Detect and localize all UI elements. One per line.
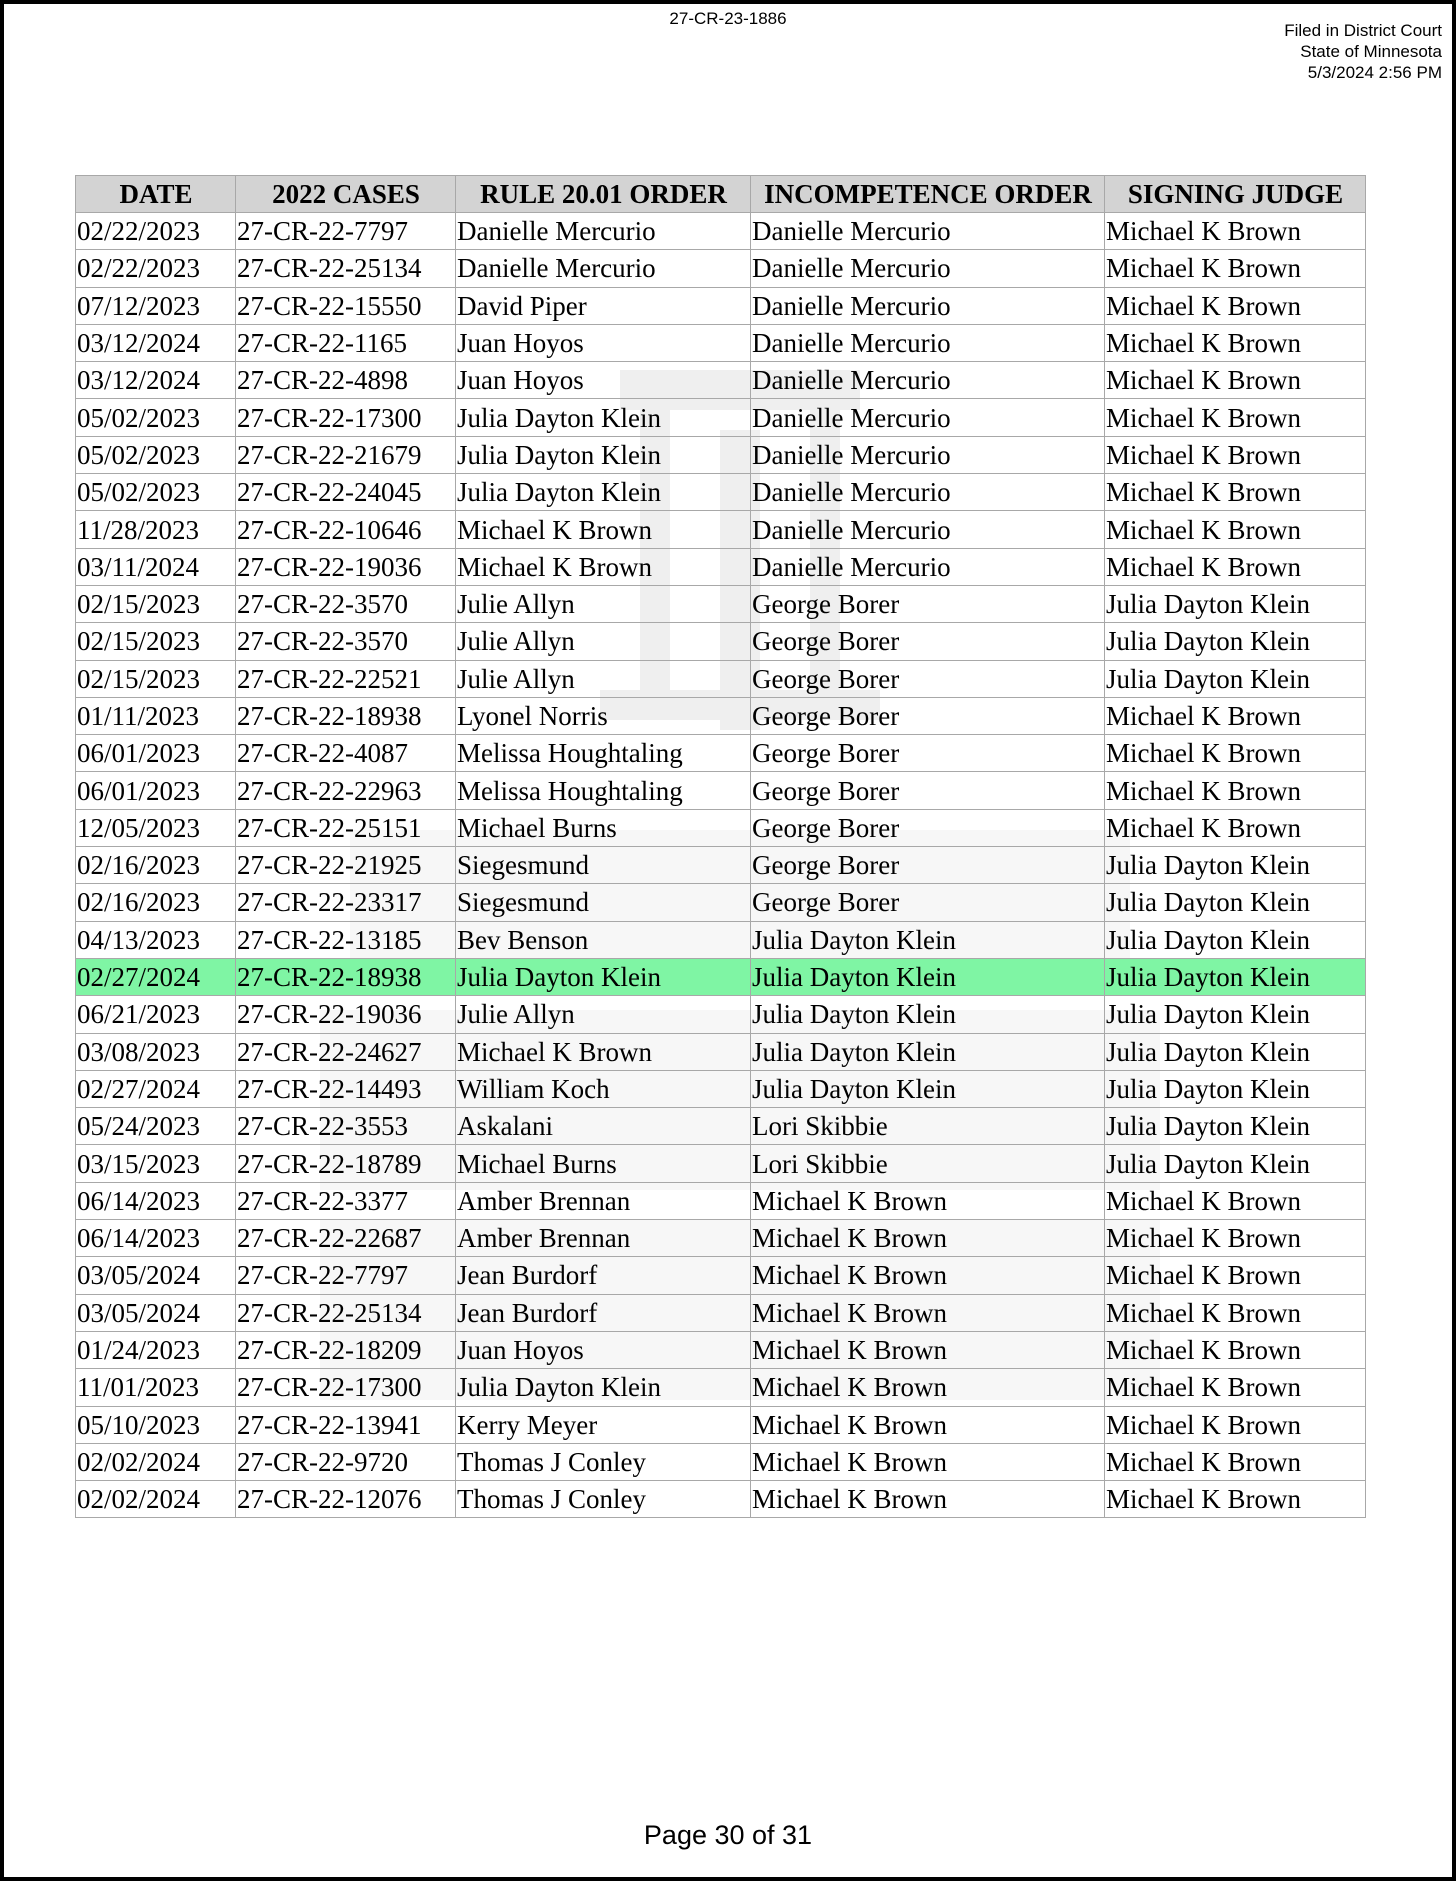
- date-cell: 12/05/2023: [76, 809, 236, 846]
- signing-judge-cell: Michael K Brown: [1105, 1331, 1366, 1368]
- incompetence-cell: Danielle Mercurio: [751, 548, 1105, 585]
- table-row: [76, 847, 1366, 884]
- incompetence-cell: Michael K Brown: [751, 1481, 1105, 1518]
- incompetence-cell: Julia Dayton Klein: [751, 1033, 1105, 1070]
- case-cell: 27-CR-22-18938: [236, 697, 456, 734]
- incompetence-cell: Danielle Mercurio: [751, 474, 1105, 511]
- case-number: 27-CR-23-1886: [669, 9, 787, 28]
- rule-20-01-cell: Danielle Mercurio: [456, 250, 751, 287]
- case-cell: 27-CR-22-9720: [236, 1443, 456, 1480]
- rule-20-01-cell: Melissa Houghtaling: [456, 735, 751, 772]
- column-header-incompetence-order: INCOMPETENCE ORDER: [751, 176, 1105, 213]
- signing-judge-cell: Julia Dayton Klein: [1105, 996, 1366, 1033]
- case-cell: 27-CR-22-3570: [236, 585, 456, 622]
- incompetence-cell: Danielle Mercurio: [751, 511, 1105, 548]
- incompetence-cell: George Borer: [751, 772, 1105, 809]
- incompetence-cell: Danielle Mercurio: [751, 399, 1105, 436]
- date-cell: 06/01/2023: [76, 735, 236, 772]
- signing-judge-cell: Julia Dayton Klein: [1105, 1070, 1366, 1107]
- case-cell: 27-CR-22-4087: [236, 735, 456, 772]
- column-header-signing-judge: SIGNING JUDGE: [1105, 176, 1366, 213]
- signing-judge-cell: Michael K Brown: [1105, 1294, 1366, 1331]
- signing-judge-cell: Julia Dayton Klein: [1105, 847, 1366, 884]
- rule-20-01-cell: Juan Hoyos: [456, 362, 751, 399]
- date-cell: 03/12/2024: [76, 362, 236, 399]
- date-cell: 05/10/2023: [76, 1406, 236, 1443]
- date-cell: 05/02/2023: [76, 399, 236, 436]
- case-cell: 27-CR-22-23317: [236, 884, 456, 921]
- table-row: [76, 735, 1366, 772]
- incompetence-cell: Julia Dayton Klein: [751, 996, 1105, 1033]
- table-row: [76, 1331, 1366, 1368]
- incompetence-cell: Michael K Brown: [751, 1257, 1105, 1294]
- filing-stamp-line: Filed in District Court: [1284, 21, 1442, 40]
- date-cell: 05/24/2023: [76, 1108, 236, 1145]
- incompetence-cell: George Borer: [751, 697, 1105, 734]
- incompetence-cell: George Borer: [751, 585, 1105, 622]
- incompetence-cell: George Borer: [751, 660, 1105, 697]
- case-cell: 27-CR-22-3553: [236, 1108, 456, 1145]
- date-cell: 03/15/2023: [76, 1145, 236, 1182]
- rule-20-01-cell: Julie Allyn: [456, 996, 751, 1033]
- incompetence-cell: George Borer: [751, 735, 1105, 772]
- table-row: [76, 772, 1366, 809]
- case-cell: 27-CR-22-18209: [236, 1331, 456, 1368]
- case-cell: 27-CR-22-21679: [236, 436, 456, 473]
- table-row: [76, 660, 1366, 697]
- signing-judge-cell: Michael K Brown: [1105, 324, 1366, 361]
- filing-stamp: [1284, 20, 1442, 83]
- date-cell: 03/05/2024: [76, 1294, 236, 1331]
- column-header-rule-20-01-order: RULE 20.01 ORDER: [456, 176, 751, 213]
- table-row: [76, 623, 1366, 660]
- rule-20-01-cell: Bev Benson: [456, 921, 751, 958]
- case-cell: 27-CR-22-1165: [236, 324, 456, 361]
- date-cell: 06/21/2023: [76, 996, 236, 1033]
- rule-20-01-cell: Askalani: [456, 1108, 751, 1145]
- rule-20-01-cell: Michael K Brown: [456, 511, 751, 548]
- table-row: [76, 1145, 1366, 1182]
- incompetence-cell: Michael K Brown: [751, 1443, 1105, 1480]
- rule-20-01-cell: Michael Burns: [456, 1145, 751, 1182]
- incompetence-cell: Danielle Mercurio: [751, 324, 1105, 361]
- incompetence-cell: Danielle Mercurio: [751, 287, 1105, 324]
- table-row: [76, 399, 1366, 436]
- table-row: [76, 287, 1366, 324]
- signing-judge-cell: Michael K Brown: [1105, 1369, 1366, 1406]
- date-cell: 05/02/2023: [76, 436, 236, 473]
- table-row: [76, 548, 1366, 585]
- incompetence-cell: Lori Skibbie: [751, 1108, 1105, 1145]
- incompetence-cell: Julia Dayton Klein: [751, 921, 1105, 958]
- signing-judge-cell: Michael K Brown: [1105, 1406, 1366, 1443]
- rule-20-01-cell: Julie Allyn: [456, 660, 751, 697]
- table-row: [76, 1182, 1366, 1219]
- rule-20-01-cell: Julie Allyn: [456, 623, 751, 660]
- rule-20-01-cell: Jean Burdorf: [456, 1257, 751, 1294]
- table-row: [76, 921, 1366, 958]
- date-cell: 02/27/2024: [76, 958, 236, 995]
- date-cell: 01/24/2023: [76, 1331, 236, 1368]
- case-cell: 27-CR-22-17300: [236, 399, 456, 436]
- case-cell: 27-CR-22-3570: [236, 623, 456, 660]
- date-cell: 02/16/2023: [76, 847, 236, 884]
- table-row: [76, 436, 1366, 473]
- date-cell: 02/15/2023: [76, 623, 236, 660]
- incompetence-cell: George Borer: [751, 847, 1105, 884]
- signing-judge-cell: Michael K Brown: [1105, 735, 1366, 772]
- rule-20-01-cell: Thomas J Conley: [456, 1443, 751, 1480]
- rule-20-01-cell: Julia Dayton Klein: [456, 399, 751, 436]
- date-cell: 07/12/2023: [76, 287, 236, 324]
- date-cell: 02/16/2023: [76, 884, 236, 921]
- date-cell: 04/13/2023: [76, 921, 236, 958]
- incompetence-cell: Danielle Mercurio: [751, 250, 1105, 287]
- table-row: [76, 1443, 1366, 1480]
- signing-judge-cell: Michael K Brown: [1105, 436, 1366, 473]
- date-cell: 01/11/2023: [76, 697, 236, 734]
- case-cell: 27-CR-22-22521: [236, 660, 456, 697]
- signing-judge-cell: Julia Dayton Klein: [1105, 958, 1366, 995]
- rule-20-01-cell: Julia Dayton Klein: [456, 1369, 751, 1406]
- rule-20-01-cell: Siegesmund: [456, 847, 751, 884]
- signing-judge-cell: Julia Dayton Klein: [1105, 585, 1366, 622]
- case-cell: 27-CR-22-18938: [236, 958, 456, 995]
- date-cell: 11/01/2023: [76, 1369, 236, 1406]
- rule-20-01-cell: Kerry Meyer: [456, 1406, 751, 1443]
- signing-judge-cell: Michael K Brown: [1105, 1481, 1366, 1518]
- date-cell: 06/01/2023: [76, 772, 236, 809]
- table-row: [76, 1033, 1366, 1070]
- signing-judge-cell: Julia Dayton Klein: [1105, 921, 1366, 958]
- incompetence-cell: Michael K Brown: [751, 1182, 1105, 1219]
- incompetence-cell: Danielle Mercurio: [751, 213, 1105, 250]
- table-row: [76, 585, 1366, 622]
- signing-judge-cell: Michael K Brown: [1105, 1220, 1366, 1257]
- rule-20-01-cell: Julia Dayton Klein: [456, 436, 751, 473]
- case-cell: 27-CR-22-24627: [236, 1033, 456, 1070]
- date-cell: 02/15/2023: [76, 660, 236, 697]
- rule-20-01-cell: William Koch: [456, 1070, 751, 1107]
- table-row: [76, 1070, 1366, 1107]
- table-row: [76, 996, 1366, 1033]
- date-cell: 03/11/2024: [76, 548, 236, 585]
- date-cell: 02/02/2024: [76, 1481, 236, 1518]
- rule-20-01-cell: Amber Brennan: [456, 1220, 751, 1257]
- incompetence-cell: George Borer: [751, 884, 1105, 921]
- table-row: [76, 697, 1366, 734]
- column-header-cases: 2022 CASES: [236, 176, 456, 213]
- case-cell: 27-CR-22-13941: [236, 1406, 456, 1443]
- incompetence-cell: Michael K Brown: [751, 1294, 1105, 1331]
- case-cell: 27-CR-22-3377: [236, 1182, 456, 1219]
- case-cell: 27-CR-22-7797: [236, 1257, 456, 1294]
- date-cell: 02/22/2023: [76, 213, 236, 250]
- signing-judge-cell: Michael K Brown: [1105, 287, 1366, 324]
- signing-judge-cell: Michael K Brown: [1105, 809, 1366, 846]
- table-row: [76, 1481, 1366, 1518]
- rule-20-01-cell: Michael K Brown: [456, 548, 751, 585]
- date-cell: 02/02/2024: [76, 1443, 236, 1480]
- table-header-row: [76, 176, 1366, 213]
- signing-judge-cell: Michael K Brown: [1105, 1443, 1366, 1480]
- page-number: Page 30 of 31: [643, 1820, 813, 1850]
- incompetence-cell: Michael K Brown: [751, 1331, 1105, 1368]
- case-cell: 27-CR-22-4898: [236, 362, 456, 399]
- signing-judge-cell: Michael K Brown: [1105, 697, 1366, 734]
- signing-judge-cell: Michael K Brown: [1105, 474, 1366, 511]
- case-cell: 27-CR-22-21925: [236, 847, 456, 884]
- date-cell: 05/02/2023: [76, 474, 236, 511]
- date-cell: 02/22/2023: [76, 250, 236, 287]
- table-row: [76, 362, 1366, 399]
- rule-20-01-cell: Juan Hoyos: [456, 324, 751, 361]
- signing-judge-cell: Julia Dayton Klein: [1105, 1145, 1366, 1182]
- case-cell: 27-CR-22-12076: [236, 1481, 456, 1518]
- case-cell: 27-CR-22-25134: [236, 250, 456, 287]
- case-cell: 27-CR-22-10646: [236, 511, 456, 548]
- table-row: [76, 1108, 1366, 1145]
- case-cell: 27-CR-22-25134: [236, 1294, 456, 1331]
- rule-20-01-cell: David Piper: [456, 287, 751, 324]
- signing-judge-cell: Michael K Brown: [1105, 362, 1366, 399]
- cases-table: [75, 175, 1366, 1518]
- case-cell: 27-CR-22-22687: [236, 1220, 456, 1257]
- rule-20-01-cell: Danielle Mercurio: [456, 213, 751, 250]
- incompetence-cell: Danielle Mercurio: [751, 362, 1105, 399]
- signing-judge-cell: Michael K Brown: [1105, 213, 1366, 250]
- case-cell: 27-CR-22-22963: [236, 772, 456, 809]
- incompetence-cell: George Borer: [751, 623, 1105, 660]
- rule-20-01-cell: Melissa Houghtaling: [456, 772, 751, 809]
- filing-stamp-line: 5/3/2024 2:56 PM: [1307, 63, 1442, 82]
- case-cell: 27-CR-22-19036: [236, 548, 456, 585]
- date-cell: 03/08/2023: [76, 1033, 236, 1070]
- incompetence-cell: George Borer: [751, 809, 1105, 846]
- date-cell: 06/14/2023: [76, 1182, 236, 1219]
- signing-judge-cell: Julia Dayton Klein: [1105, 884, 1366, 921]
- case-cell: 27-CR-22-19036: [236, 996, 456, 1033]
- table-row: [76, 884, 1366, 921]
- rule-20-01-cell: Juan Hoyos: [456, 1331, 751, 1368]
- table-row: [76, 511, 1366, 548]
- rule-20-01-cell: Julie Allyn: [456, 585, 751, 622]
- incompetence-cell: Julia Dayton Klein: [751, 958, 1105, 995]
- table-row: [76, 1257, 1366, 1294]
- table-row: [76, 213, 1366, 250]
- table-row: [76, 809, 1366, 846]
- case-cell: 27-CR-22-7797: [236, 213, 456, 250]
- signing-judge-cell: Michael K Brown: [1105, 250, 1366, 287]
- date-cell: 03/05/2024: [76, 1257, 236, 1294]
- rule-20-01-cell: Lyonel Norris: [456, 697, 751, 734]
- table-row: [76, 250, 1366, 287]
- incompetence-cell: Michael K Brown: [751, 1406, 1105, 1443]
- signing-judge-cell: Michael K Brown: [1105, 399, 1366, 436]
- rule-20-01-cell: Siegesmund: [456, 884, 751, 921]
- signing-judge-cell: Julia Dayton Klein: [1105, 1033, 1366, 1070]
- column-header-date: DATE: [76, 176, 236, 213]
- incompetence-cell: Danielle Mercurio: [751, 436, 1105, 473]
- rule-20-01-cell: Julia Dayton Klein: [456, 958, 751, 995]
- signing-judge-cell: Julia Dayton Klein: [1105, 660, 1366, 697]
- signing-judge-cell: Michael K Brown: [1105, 1182, 1366, 1219]
- case-cell: 27-CR-22-25151: [236, 809, 456, 846]
- table-row: [76, 1406, 1366, 1443]
- incompetence-cell: Lori Skibbie: [751, 1145, 1105, 1182]
- incompetence-cell: Michael K Brown: [751, 1369, 1105, 1406]
- rule-20-01-cell: Thomas J Conley: [456, 1481, 751, 1518]
- date-cell: 11/28/2023: [76, 511, 236, 548]
- incompetence-cell: Michael K Brown: [751, 1220, 1105, 1257]
- case-cell: 27-CR-22-15550: [236, 287, 456, 324]
- case-cell: 27-CR-22-24045: [236, 474, 456, 511]
- incompetence-cell: Julia Dayton Klein: [751, 1070, 1105, 1107]
- date-cell: 03/12/2024: [76, 324, 236, 361]
- rule-20-01-cell: Jean Burdorf: [456, 1294, 751, 1331]
- signing-judge-cell: Michael K Brown: [1105, 548, 1366, 585]
- case-cell: 27-CR-22-13185: [236, 921, 456, 958]
- table-row: [76, 474, 1366, 511]
- table-row: [76, 1294, 1366, 1331]
- date-cell: 06/14/2023: [76, 1220, 236, 1257]
- table-row: [76, 1369, 1366, 1406]
- rule-20-01-cell: Julia Dayton Klein: [456, 474, 751, 511]
- signing-judge-cell: Julia Dayton Klein: [1105, 623, 1366, 660]
- case-cell: 27-CR-22-17300: [236, 1369, 456, 1406]
- rule-20-01-cell: Michael K Brown: [456, 1033, 751, 1070]
- table-row: [76, 324, 1366, 361]
- signing-judge-cell: Michael K Brown: [1105, 511, 1366, 548]
- filing-stamp-line: State of Minnesota: [1300, 42, 1442, 61]
- signing-judge-cell: Michael K Brown: [1105, 772, 1366, 809]
- date-cell: 02/27/2024: [76, 1070, 236, 1107]
- table-row-highlighted: [76, 958, 1366, 995]
- case-cell: 27-CR-22-18789: [236, 1145, 456, 1182]
- rule-20-01-cell: Amber Brennan: [456, 1182, 751, 1219]
- signing-judge-cell: Julia Dayton Klein: [1105, 1108, 1366, 1145]
- signing-judge-cell: Michael K Brown: [1105, 1257, 1366, 1294]
- table-row: [76, 1220, 1366, 1257]
- date-cell: 02/15/2023: [76, 585, 236, 622]
- rule-20-01-cell: Michael Burns: [456, 809, 751, 846]
- case-cell: 27-CR-22-14493: [236, 1070, 456, 1107]
